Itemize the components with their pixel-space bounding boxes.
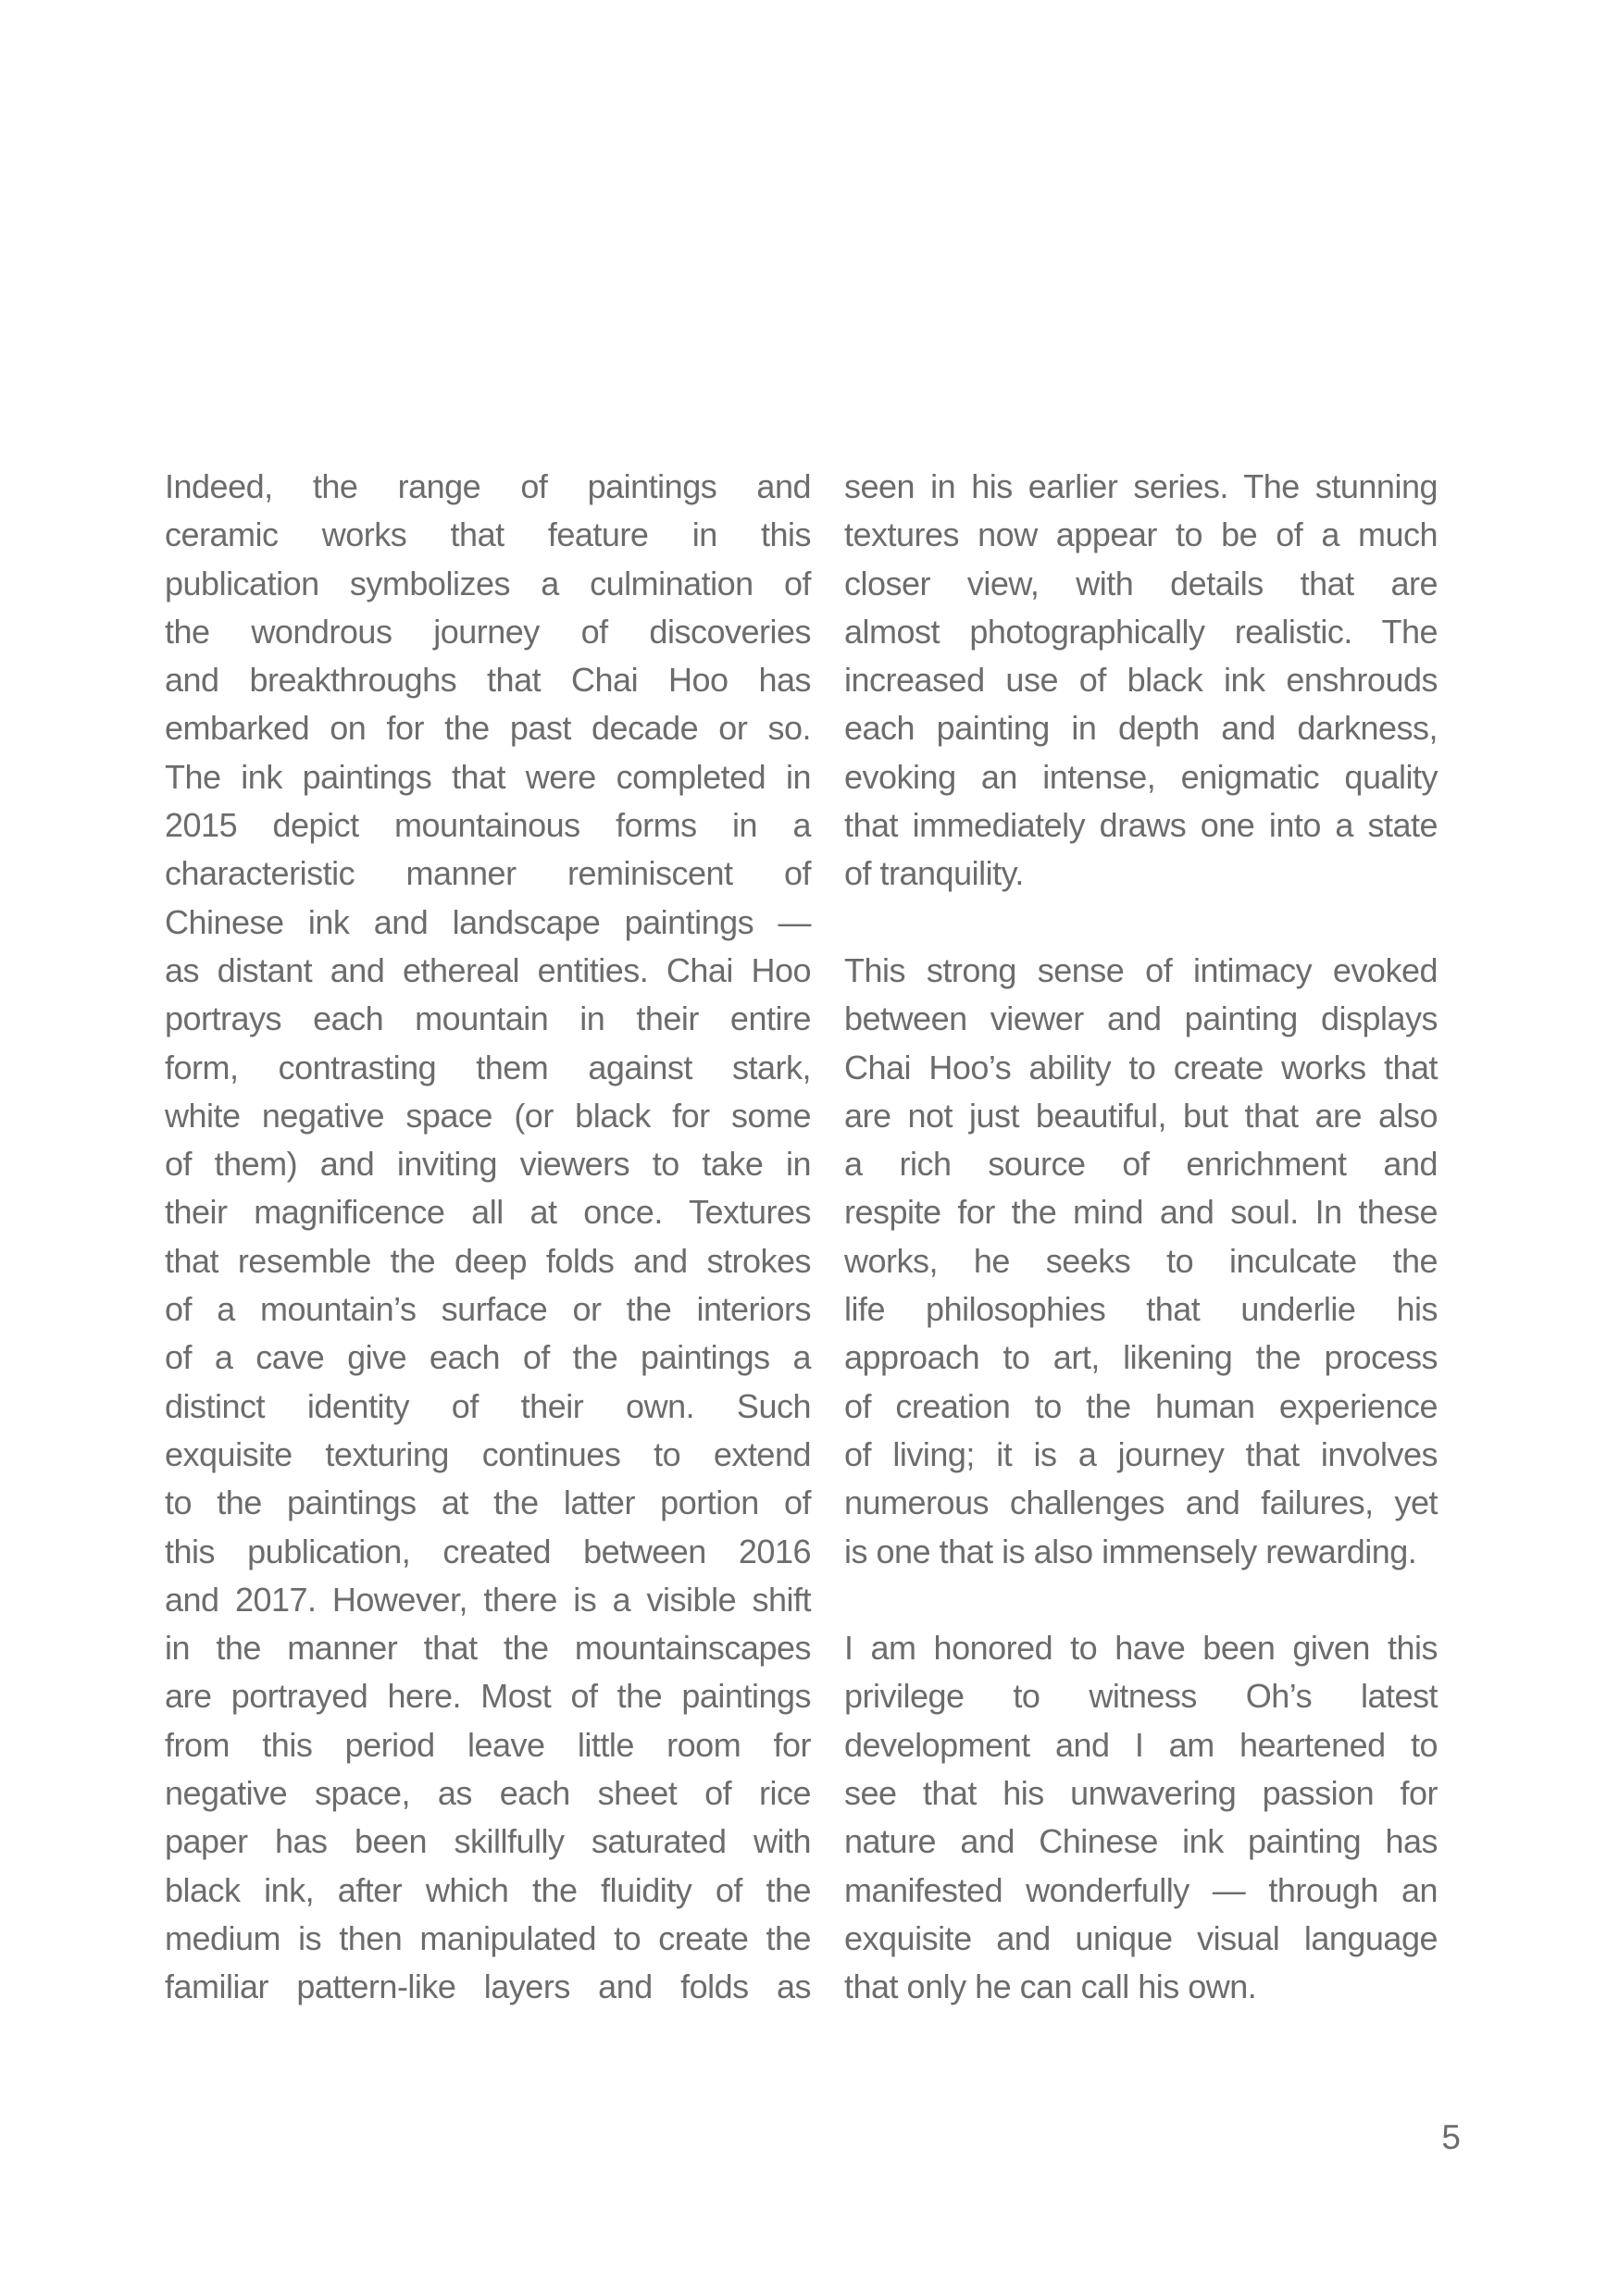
text-line: manifested wonderfully — through an (844, 1870, 1438, 1909)
text-line: of creation to the human experience (844, 1386, 1438, 1425)
text-line: Chai Hoo’s ability to create works that (844, 1048, 1438, 1086)
page-number: 5 (1441, 2118, 1461, 2156)
text-line: nature and Chinese ink painting has (844, 1822, 1438, 1861)
text-line: closer view, with details that are (844, 564, 1438, 602)
paragraph (844, 947, 1438, 1576)
text-line: paper has been skillfully saturated with (165, 1822, 811, 1861)
text-line: of a mountain’s surface or the interiors (165, 1290, 811, 1329)
text-line: privilege to witness Oh’s latest (844, 1677, 1438, 1716)
text-line: exquisite and unique visual language (844, 1918, 1438, 1957)
text-line: life philosophies that underlie his (844, 1290, 1438, 1329)
text-line: Indeed, the range of paintings and (165, 467, 811, 505)
text-line: exquisite texturing continues to extend (165, 1434, 811, 1473)
text-line: in the manner that the mountainscapes (165, 1629, 811, 1668)
text-line: each painting in depth and darkness, (844, 709, 1438, 748)
text-line: is one that is also immensely rewarding. (844, 1532, 1417, 1570)
text-line: works, he seeks to inculcate the (844, 1241, 1438, 1280)
text-line: this publication, created between 2016 (165, 1532, 811, 1570)
text-line: seen in his earlier series. The stunning (844, 467, 1438, 505)
text-line: see that his unwavering passion for (844, 1774, 1438, 1813)
text-line: familiar pattern-like layers and folds as (165, 1967, 811, 2006)
text-line: the wondrous journey of discoveries (165, 612, 811, 651)
text-line: medium is then manipulated to create the (165, 1918, 811, 1957)
text-line: a rich source of enrichment and (844, 1145, 1438, 1184)
text-line: as distant and ethereal entities. Chai Hoo (165, 950, 811, 989)
text-line: 2015 depict mountainous forms in a (165, 806, 811, 845)
text-line: of a cave give each of the paintings a (165, 1338, 811, 1377)
paragraph (844, 463, 1438, 899)
text-line: and 2017. However, there is a visible shift (165, 1580, 811, 1619)
text-line: ceramic works that feature in this (165, 515, 811, 554)
text-line: form, contrasting them against stark, (165, 1048, 811, 1086)
text-line: evoking an intense, enigmatic quality (844, 757, 1438, 796)
text-column-left (165, 463, 811, 2012)
text-line: that only he can call his own. (844, 1967, 1257, 2006)
text-line: Chinese ink and landscape paintings — (165, 902, 811, 941)
text-line: development and I am heartened to (844, 1725, 1438, 1764)
text-line: increased use of black ink enshrouds (844, 661, 1438, 700)
text-line: textures now appear to be of a much (844, 515, 1438, 554)
text-line: embarked on for the past decade or so. (165, 709, 811, 748)
text-line: of living; it is a journey that involves (844, 1434, 1438, 1473)
text-line: black ink, after which the fluidity of the (165, 1870, 811, 1909)
text-line: that resemble the deep folds and strokes (165, 1241, 811, 1280)
text-line: between viewer and painting displays (844, 999, 1438, 1038)
text-line: negative space, as each sheet of rice (165, 1774, 811, 1813)
text-line: I am honored to have been given this (844, 1629, 1438, 1668)
text-line: white negative space (or black for some (165, 1096, 811, 1135)
text-line: numerous challenges and failures, yet (844, 1483, 1438, 1522)
text-line: their magnificence all at once. Textures (165, 1193, 811, 1232)
text-line: and breakthroughs that Chai Hoo has (165, 661, 811, 700)
text-line: approach to art, likening the process (844, 1338, 1438, 1377)
text-line: respite for the mind and soul. In these (844, 1193, 1438, 1232)
text-line: to the paintings at the latter portion of (165, 1483, 811, 1522)
text-line: The ink paintings that were completed in (165, 757, 811, 796)
text-line: distinct identity of their own. Such (165, 1386, 811, 1425)
text-line: of tranquility. (844, 854, 1024, 893)
paragraph (165, 463, 811, 2012)
text-line: portrays each mountain in their entire (165, 999, 811, 1038)
text-column-right (844, 463, 1438, 2012)
paragraph (844, 1624, 1438, 2011)
text-line: are not just beautiful, but that are also (844, 1096, 1438, 1135)
text-line: almost photographically realistic. The (844, 612, 1438, 651)
text-line: publication symbolizes a culmination of (165, 564, 811, 602)
text-line: that immediately draws one into a state (844, 806, 1438, 845)
text-line: from this period leave little room for (165, 1725, 811, 1764)
text-line: This strong sense of intimacy evoked (844, 950, 1438, 989)
text-line: characteristic manner reminiscent of (165, 854, 811, 893)
text-line: are portrayed here. Most of the paintings (165, 1677, 811, 1716)
text-line: of them) and inviting viewers to take in (165, 1145, 811, 1184)
